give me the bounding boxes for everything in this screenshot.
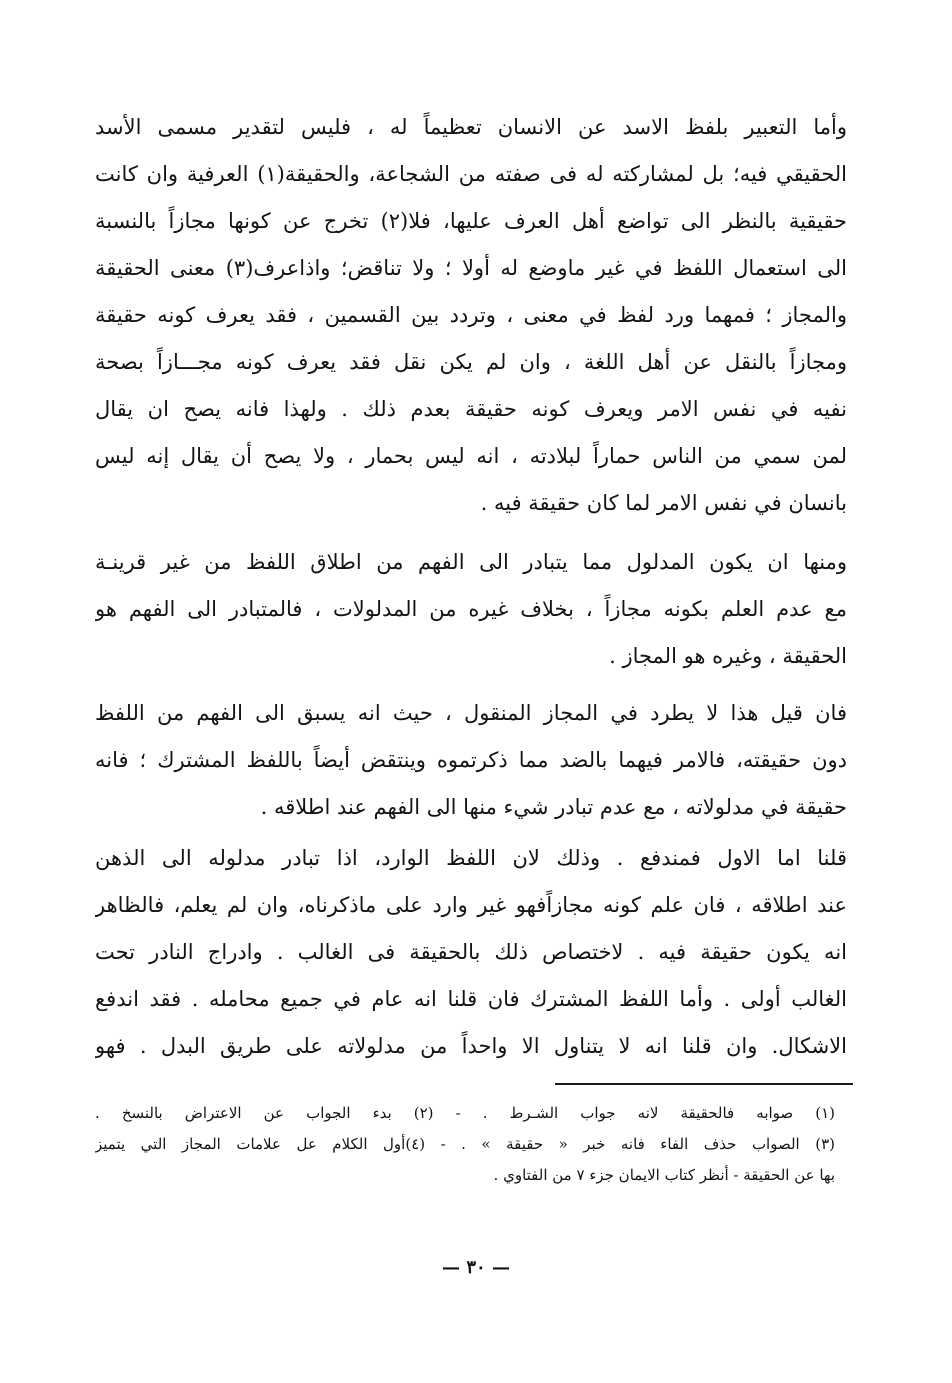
text-line: ومجازاً بالنقل عن أهل اللغة ، وان لم يكن نقل فقد يعرف كونه مجـــازاً بصحة — [95, 350, 847, 374]
footnote-line: بها عن الحقيقة - أنظر كتاب الايمان جزء ٧ من الفتاوي . — [493, 1166, 835, 1184]
page-number: — ٣٠ — — [442, 1257, 510, 1278]
main-text — [95, 104, 847, 1070]
paragraph-3 — [95, 690, 847, 831]
text-line: قلنا اما الاول فمندفع . وذلك لان اللفظ الوارد، اذا تبادر مدلوله الى الذهن — [95, 846, 847, 870]
text-line: حقيقية بالنظر الى تواضع أهل العرف عليها، فلا(٢) تخرج عن كونها مجازاً بالنسبة — [95, 209, 847, 233]
text-line: وأما التعبير بلفظ الاسد عن الانسان تعظيماً له ، فليس لتقدير مسمى الأسد — [95, 115, 847, 139]
text-line: والمجاز ؛ فمهما ورد لفظ في معنى ، وتردد بين القسمين ، فقد يعرف كونه حقيقة — [95, 303, 847, 327]
text-line: الغالب أولى . وأما اللفظ المشترك فان قلنا انه عام في جميع محامله . فقد اندفع — [95, 987, 847, 1011]
text-line: ومنها ان يكون المدلول مما يتبادر الى الفهم من اطلاق اللفظ من غير قرينـة — [95, 550, 847, 574]
paragraph-1 — [95, 104, 847, 527]
paragraph-2 — [95, 539, 847, 680]
text-line: حقيقة في مدلولاته ، مع عدم تبادر شيء منها الى الفهم عند اطلاقه . — [260, 795, 847, 819]
text-line: انه يكون حقيقة فيه . لاختصاص ذلك بالحقيقة فى الغالب . وادراج النادر تحت — [95, 940, 847, 964]
text-line: الى استعمال اللفظ في غير ماوضع له أولا ؛ ولا تناقض؛ واذاعرف(٣) معنى الحقيقة — [95, 256, 847, 280]
paragraph-spacer — [95, 680, 847, 690]
text-line: فان قيل هذا لا يطرد في المجاز المنقول ، حيث انه يسبق الى الفهم من اللفظ — [95, 701, 847, 725]
footnotes — [95, 1098, 835, 1191]
text-line: بانسان في نفس الامر لما كان حقيقة فيه . — [480, 491, 847, 515]
footnote-line: (١) صوابه فالحقيقة لانه جواب الشـرط . - (٢) بدء الجواب عن الاعتراض بالنسخ . — [95, 1104, 835, 1122]
text-line: عند اطلاقه ، فان علم كونه مجازاًفهو غير وارد على ماذكرناه، وان لم يعلم، فالظاهر — [95, 893, 847, 917]
text-line: نفيه في نفس الامر ويعرف كونه حقيقة بعدم ذلك . ولهذا فانه يصح ان يقال — [95, 397, 847, 421]
text-line: لمن سمي من الناس حماراً لبلادته ، انه ليس بحمار ، ولا يصح أن يقال إنه ليس — [95, 444, 847, 468]
footnote-line: (٣) الصواب حذف الفاء فانه خبر « حقيقة » . - (٤)أول الكلام عل علامات المجاز التي يتميز — [95, 1135, 835, 1153]
text-line: مع عدم العلم بكونه مجازاً ، بخلاف غيره من المدلولات ، فالمتبادر الى الفهم هو — [95, 597, 847, 621]
text-line: دون حقيقته، فالامر فيهما بالضد مما ذكرتموه وينتقض أيضاً باللفظ المشترك ؛ فانه — [95, 748, 847, 772]
paragraph-spacer — [95, 527, 847, 539]
footnote-separator — [555, 1083, 853, 1085]
paragraph-4 — [95, 835, 847, 1070]
text-line: الحقيقي فيه؛ بل لمشاركته له فى صفته من الشجاعة، والحقيقة(١) العرفية وان كانت — [95, 162, 847, 186]
text-line: الاشكال. وان قلنا انه لا يتناول الا واحداً من مدلولاته على طريق البدل . فهو — [95, 1034, 847, 1058]
text-line: الحقيقة ، وغيره هو المجاز . — [609, 644, 847, 668]
